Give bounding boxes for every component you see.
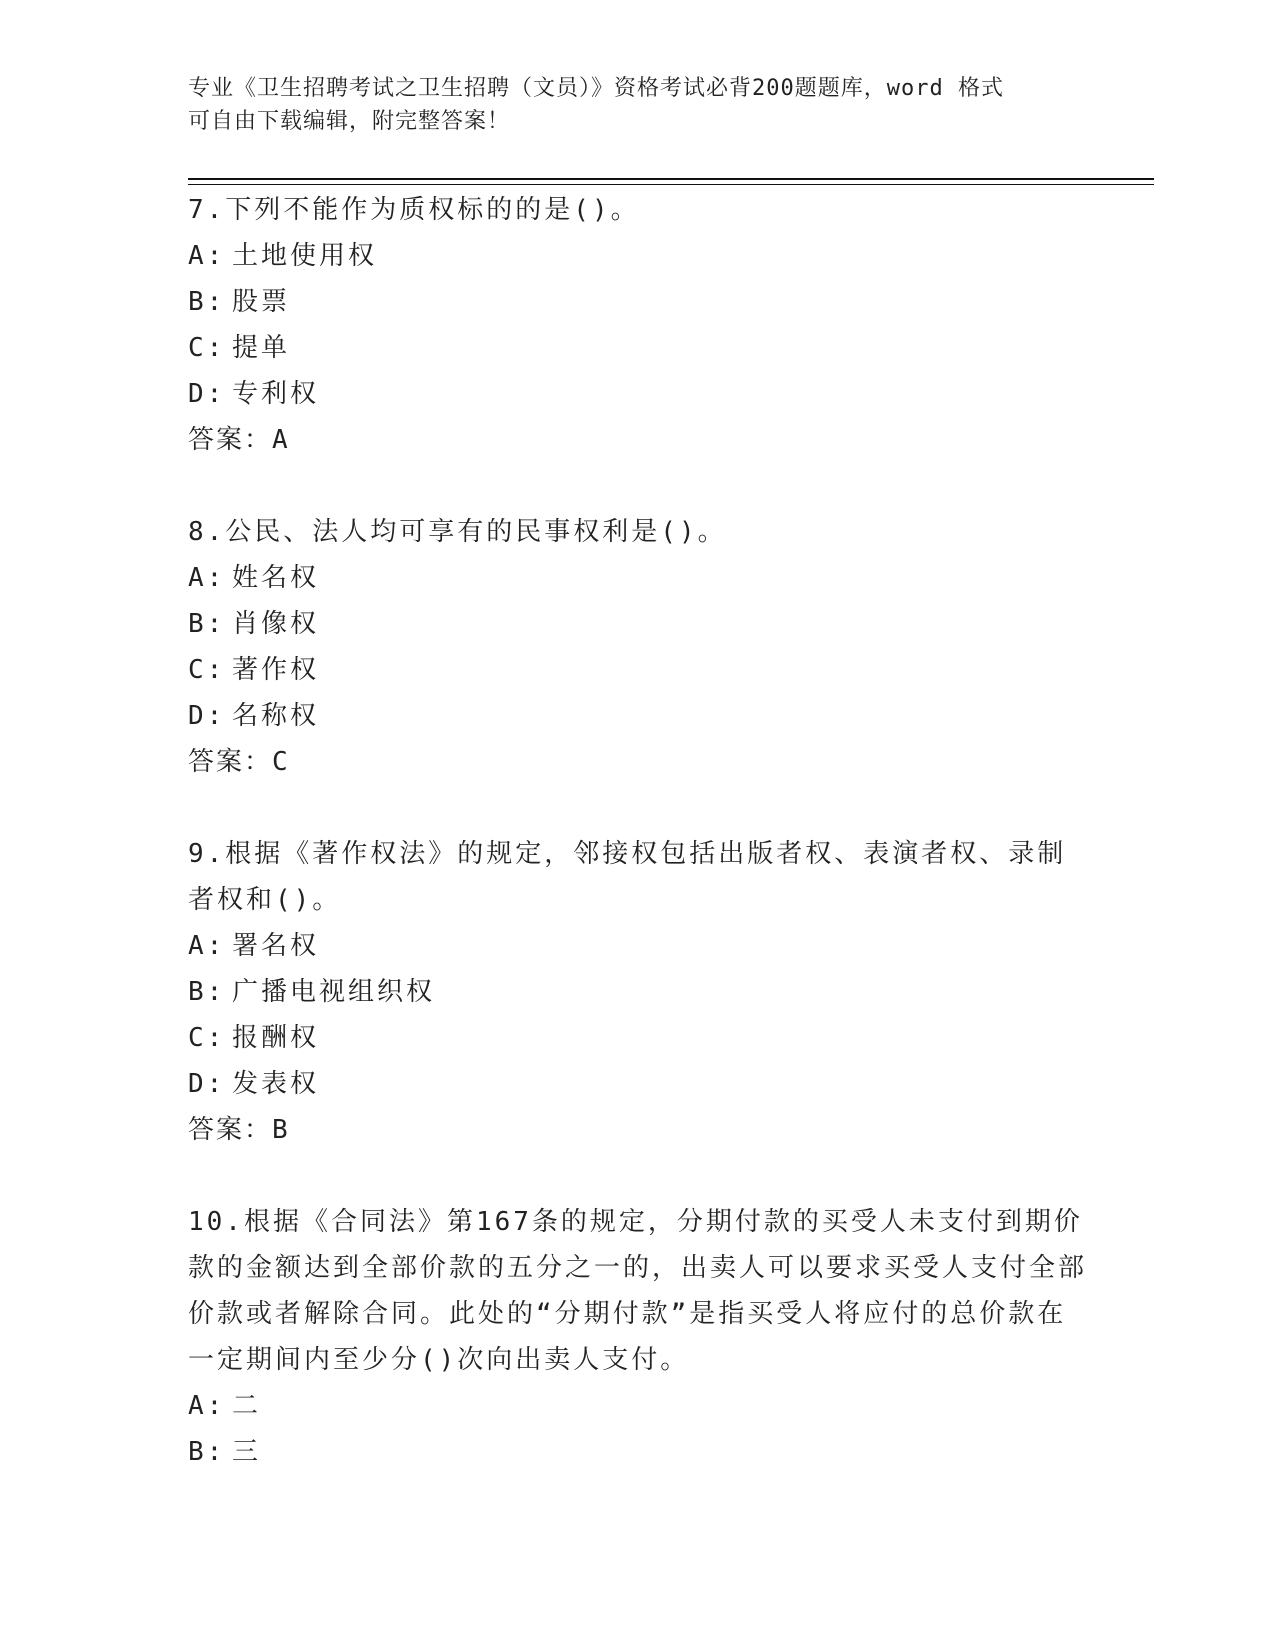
option-a	[188, 1383, 1088, 1429]
option-text: 土地使用权	[232, 241, 378, 271]
option-letter: A:	[188, 931, 226, 961]
option-text: 发表权	[232, 1069, 320, 1099]
option-text: 股票	[232, 287, 291, 317]
option-letter: B:	[188, 287, 226, 317]
header-line-2: 可自由下载编辑，附完整答案！	[188, 109, 511, 134]
option-d	[188, 1061, 1088, 1107]
option-a	[188, 233, 1088, 279]
question-8	[188, 509, 1088, 785]
question-10	[188, 1199, 1088, 1475]
header-divider-thin	[188, 184, 1154, 185]
option-text: 肖像权	[232, 609, 320, 639]
option-c	[188, 647, 1088, 693]
question-text: 9.根据《著作权法》的规定，邻接权包括出版者权、表演者权、录制者权和()。	[188, 839, 1067, 915]
header-line-1: 专业《卫生招聘考试之卫生招聘（文员）》资格考试必背200题题库，word 格式	[188, 76, 1004, 101]
option-letter: B:	[188, 609, 226, 639]
option-text: 名称权	[232, 701, 320, 731]
option-letter: D:	[188, 701, 226, 731]
option-text: 姓名权	[232, 563, 320, 593]
option-letter: B:	[188, 1437, 226, 1467]
option-d	[188, 371, 1088, 417]
question-9	[188, 831, 1088, 1153]
option-a	[188, 555, 1088, 601]
question-text: 8.公民、法人均可享有的民事权利是()。	[188, 517, 727, 547]
option-c	[188, 1015, 1088, 1061]
option-letter: A:	[188, 563, 226, 593]
option-c	[188, 325, 1088, 371]
option-letter: A:	[188, 1391, 226, 1421]
option-b	[188, 969, 1088, 1015]
option-letter: D:	[188, 379, 226, 409]
question-list	[188, 187, 1088, 1521]
option-letter: B:	[188, 977, 226, 1007]
document-header	[188, 72, 1068, 138]
option-text: 三	[232, 1437, 262, 1467]
option-text: 专利权	[232, 379, 320, 409]
answer-line: 答案：C	[188, 747, 290, 777]
option-b	[188, 601, 1088, 647]
answer-line: 答案：A	[188, 425, 290, 455]
question-7	[188, 187, 1088, 463]
option-text: 署名权	[232, 931, 320, 961]
header-divider-thick	[188, 178, 1154, 180]
option-text: 广播电视组织权	[232, 977, 436, 1007]
option-text: 报酬权	[232, 1023, 320, 1053]
option-b	[188, 279, 1088, 325]
option-d	[188, 693, 1088, 739]
option-letter: A:	[188, 241, 226, 271]
question-text: 10.根据《合同法》第167条的规定，分期付款的买受人未支付到期价款的金额达到全部价款的五分之一的，出卖人可以要求买受人支付全部价款或者解除合同。此处的“分期付款”是指买受人将应付的总价款在一定期间内至少分()次向出卖人支付。	[188, 1207, 1088, 1375]
answer-line: 答案：B	[188, 1115, 290, 1145]
option-letter: C:	[188, 1023, 226, 1053]
option-b	[188, 1429, 1088, 1475]
option-text: 著作权	[232, 655, 320, 685]
option-text: 二	[232, 1391, 262, 1421]
option-a	[188, 923, 1088, 969]
option-text: 提单	[232, 333, 291, 363]
option-letter: C:	[188, 655, 226, 685]
option-letter: C:	[188, 333, 226, 363]
question-text: 7.下列不能作为质权标的的是()。	[188, 195, 640, 225]
option-letter: D:	[188, 1069, 226, 1099]
